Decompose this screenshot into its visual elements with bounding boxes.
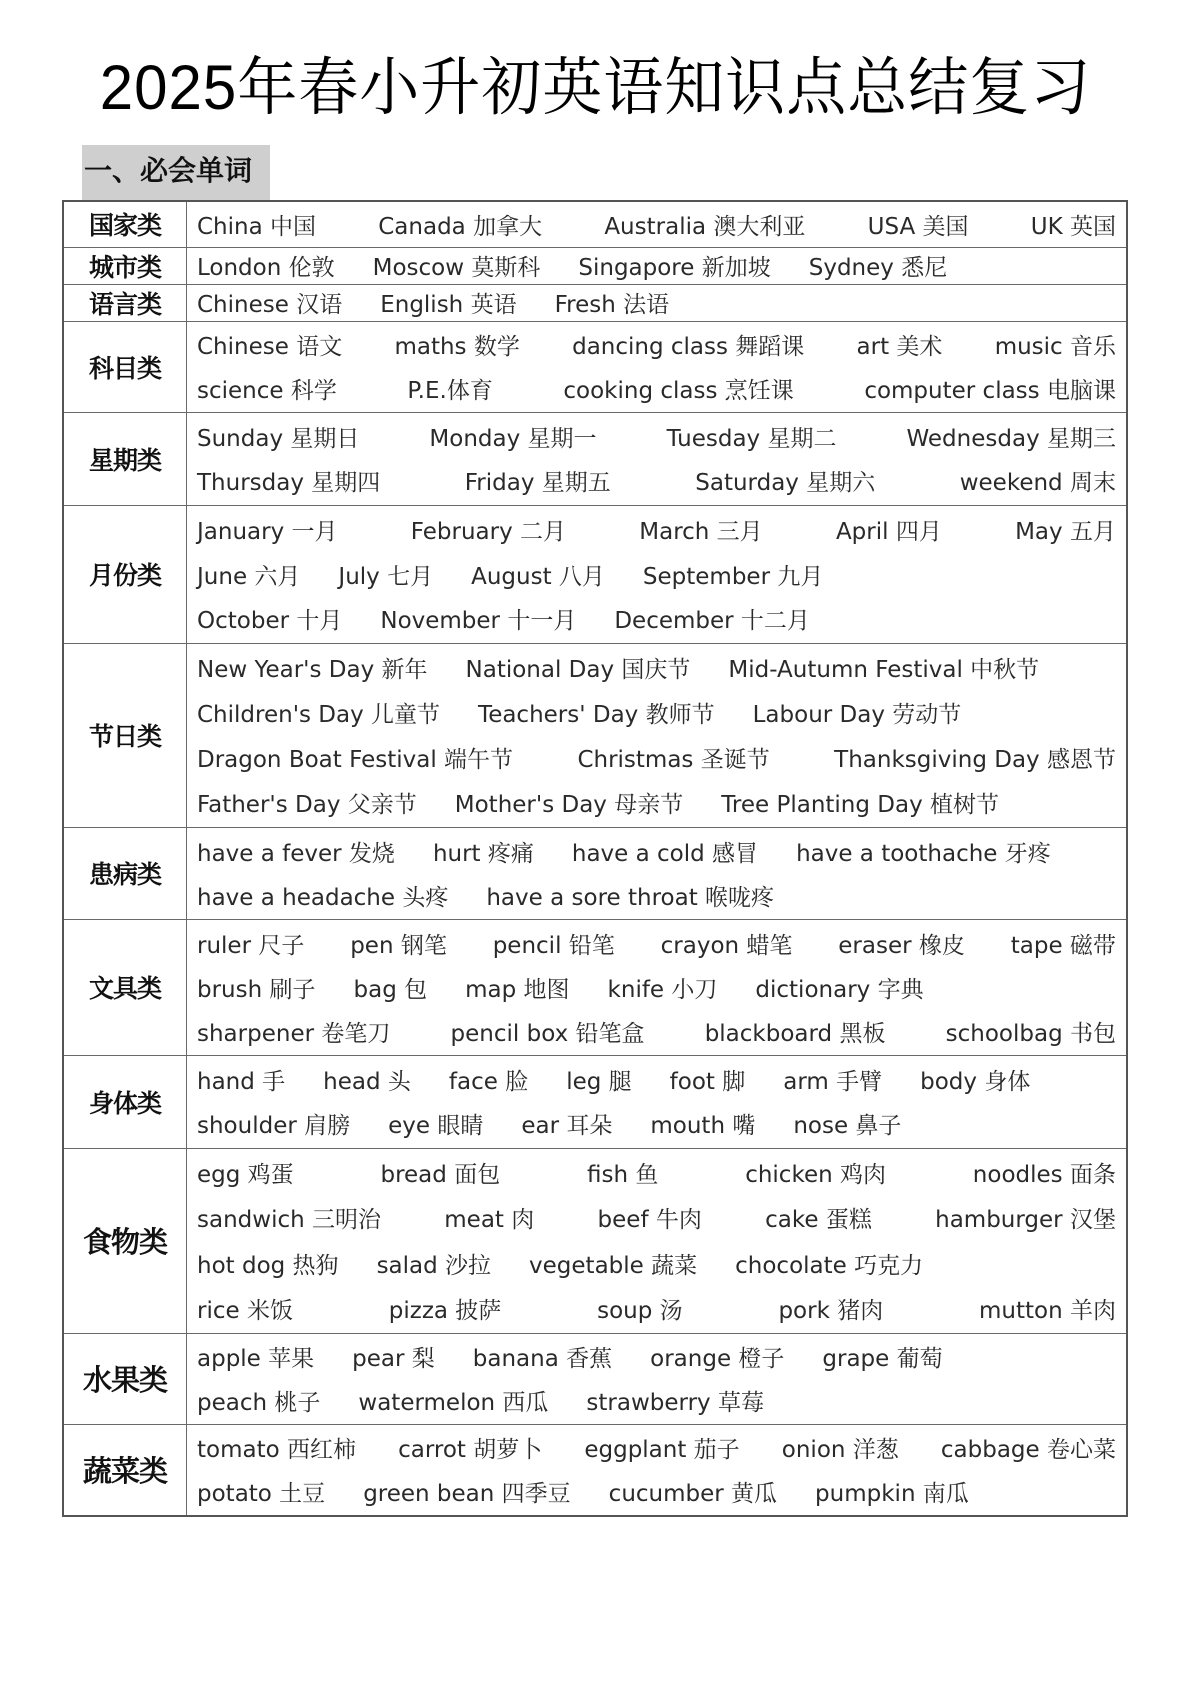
word-line: [197, 1470, 1126, 1514]
section-heading: 一、必会单词: [82, 145, 270, 201]
word-line: [197, 1426, 1126, 1470]
category-label: 水果类: [63, 1333, 187, 1424]
word-line: [197, 1057, 1126, 1102]
word-line: [197, 250, 1126, 281]
vocab-entry: English 英语: [380, 292, 517, 318]
word-line: [197, 1379, 1126, 1423]
vocab-entry: New Year's Day 新年: [197, 657, 428, 683]
word-line: [197, 1286, 1126, 1331]
table-row: [63, 412, 1127, 505]
vocab-entry: have a headache 头疼: [197, 884, 449, 911]
word-line: [197, 1335, 1126, 1379]
vocab-entry: ear 耳朵: [521, 1113, 613, 1140]
vocab-entry: orange 橙子: [650, 1346, 785, 1373]
vocab-entry: Sydney 悉尼: [808, 255, 948, 281]
vocab-entry: brush 刷子: [197, 976, 316, 1003]
page-title: 2025年春小升初英语知识点总结复习: [99, 52, 1092, 123]
vocab-entry: dancing class 舞蹈课: [572, 334, 805, 361]
vocab-entry: Tree Planting Day 植树节: [721, 792, 1000, 818]
vocab-entry: knife 小刀: [607, 976, 718, 1003]
category-label: 科目类: [63, 321, 187, 412]
vocab-entry: pencil 铅笔: [492, 932, 615, 959]
vocab-entry: cucumber 黄瓜: [608, 1481, 778, 1508]
category-label: 城市类: [63, 247, 187, 284]
vocab-entry: National Day 国庆节: [465, 657, 691, 683]
vocab-entry: Thursday 星期四: [197, 470, 381, 497]
vocab-entry: August 八月: [471, 563, 605, 590]
word-line: [197, 596, 1126, 641]
vocab-entry: pear 梨: [352, 1346, 435, 1373]
words-cell: [187, 247, 1128, 284]
vocab-entry: hot dog 热狗: [197, 1252, 339, 1279]
vocab-entry: shoulder 肩膀: [197, 1113, 351, 1140]
vocab-entry: pumpkin 南瓜: [815, 1481, 969, 1508]
vocab-entry: February 二月: [410, 518, 566, 545]
word-line: [197, 780, 1126, 825]
vocab-entry: body 身体: [920, 1068, 1031, 1095]
vocab-entry: April 四月: [835, 518, 942, 545]
vocab-entry: pizza 披萨: [388, 1297, 502, 1324]
category-label: 语言类: [63, 284, 187, 321]
category-label: 食物类: [63, 1148, 187, 1333]
vocab-entry: tomato 西红柿: [197, 1437, 356, 1464]
vocab-entry: Dragon Boat Festival 端午节: [197, 747, 514, 773]
vocab-entry: Singapore 新加坡: [578, 255, 771, 281]
category-label: 患病类: [63, 827, 187, 919]
words-cell: [187, 1333, 1128, 1424]
vocab-entry: Thanksgiving Day 感恩节: [834, 747, 1116, 773]
words-cell: [187, 505, 1128, 643]
vocab-entry: potato 土豆: [197, 1481, 326, 1508]
words-cell: [187, 201, 1128, 247]
category-label: 蔬菜类: [63, 1424, 187, 1516]
word-line: [197, 289, 1126, 317]
table-row: [63, 1424, 1127, 1516]
word-line: [197, 367, 1126, 411]
vocab-entry: hand 手: [197, 1068, 286, 1095]
vocab-entry: sharpener 卷笔刀: [197, 1020, 391, 1047]
word-line: [197, 645, 1126, 690]
vocab-entry: nose 鼻子: [793, 1113, 902, 1140]
vocab-entry: Wednesday 星期三: [906, 425, 1116, 452]
vocab-entry: March 三月: [639, 518, 763, 545]
word-line: [197, 965, 1126, 1009]
vocab-entry: October 十月: [197, 608, 343, 635]
vocab-entry: carrot 胡萝卜: [398, 1437, 543, 1464]
vocab-entry: Christmas 圣诞节: [577, 747, 770, 773]
vocab-entry: January 一月: [197, 518, 338, 545]
vocab-entry: Mother's Day 母亲节: [454, 792, 684, 818]
vocab-entry: USA 美国: [867, 213, 969, 240]
word-line: [197, 921, 1126, 965]
vocab-entry: maths 数学: [394, 334, 520, 361]
vocab-entry: Moscow 莫斯科: [372, 255, 541, 281]
table-row: [63, 919, 1127, 1055]
vocab-entry: weekend 周末: [959, 470, 1116, 497]
word-line: [197, 414, 1126, 459]
vocab-entry: Tuesday 星期二: [666, 425, 837, 452]
vocab-entry: Fresh 法语: [554, 292, 670, 318]
category-label: 国家类: [63, 201, 187, 247]
vocab-entry: Saturday 星期六: [695, 470, 876, 497]
word-line: [197, 459, 1126, 504]
vocab-entry: leg 腿: [566, 1068, 632, 1095]
words-cell: [187, 284, 1128, 321]
vocab-entry: Sunday 星期日: [197, 425, 360, 452]
vocab-entry: Canada 加拿大: [378, 213, 543, 240]
vocab-entry: June 六月: [197, 563, 301, 590]
vocab-entry: banana 香蕉: [472, 1346, 613, 1373]
vocab-entry: Labour Day 劳动节: [752, 702, 962, 728]
word-line: [197, 1150, 1126, 1195]
vocab-entry: have a sore throat 喉咙疼: [486, 884, 775, 911]
vocabulary-table: [62, 200, 1128, 1517]
vocab-entry: London 伦敦: [197, 255, 335, 281]
table-row: [63, 1055, 1127, 1148]
table-row: [63, 505, 1127, 643]
vocab-entry: Teachers' Day 教师节: [478, 702, 715, 728]
word-line: [197, 1195, 1126, 1240]
vocab-entry: onion 洋葱: [781, 1437, 899, 1464]
category-label: 身体类: [63, 1055, 187, 1148]
vocab-entry: grape 葡萄: [822, 1346, 943, 1373]
vocab-entry: Chinese 汉语: [197, 292, 343, 318]
vocab-entry: egg 鸡蛋: [197, 1162, 294, 1189]
vocab-entry: P.E.体育: [407, 377, 493, 404]
vocab-entry: have a toothache 牙疼: [796, 840, 1051, 867]
vocab-entry: November 十一月: [380, 608, 577, 635]
word-line: [197, 507, 1126, 552]
vocab-entry: cake 蛋糕: [765, 1207, 872, 1234]
vocab-entry: hamburger 汉堡: [935, 1207, 1116, 1234]
vocab-entry: blackboard 黑板: [704, 1020, 886, 1047]
word-line: [197, 1241, 1126, 1286]
category-label: 月份类: [63, 505, 187, 643]
vocab-entry: fish 鱼: [587, 1162, 659, 1189]
category-label: 文具类: [63, 919, 187, 1055]
table-row: [63, 201, 1127, 247]
vocab-entry: peach 桃子: [197, 1389, 321, 1416]
vocab-entry: UK 英国: [1030, 213, 1116, 240]
vocab-entry: Children's Day 儿童节: [197, 702, 441, 728]
table-row: [63, 247, 1127, 284]
vocab-entry: Chinese 语文: [197, 334, 343, 361]
vocab-entry: hurt 疼痛: [432, 840, 534, 867]
vocab-entry: watermelon 西瓜: [358, 1389, 549, 1416]
vocab-entry: have a fever 发烧: [197, 840, 395, 867]
vocab-entry: computer class 电脑课: [864, 377, 1116, 404]
word-line: [197, 1009, 1126, 1053]
vocab-entry: music 音乐: [994, 334, 1116, 361]
vocab-entry: arm 手臂: [783, 1068, 883, 1095]
word-line: [197, 829, 1126, 873]
vocab-entry: pork 猪肉: [778, 1297, 884, 1324]
vocab-entry: vegetable 蔬菜: [529, 1252, 698, 1279]
vocab-entry: meat 肉: [444, 1207, 535, 1234]
vocab-entry: Monday 星期一: [429, 425, 597, 452]
vocab-entry: dictionary 字典: [755, 976, 924, 1003]
words-cell: [187, 321, 1128, 412]
vocab-entry: Mid-Autumn Festival 中秋节: [728, 657, 1040, 683]
vocab-entry: eggplant 茄子: [584, 1437, 740, 1464]
words-cell: [187, 643, 1128, 827]
vocab-entry: pen 钢笔: [350, 932, 447, 959]
vocab-entry: cooking class 烹饪课: [563, 377, 794, 404]
vocab-entry: Australia 澳大利亚: [604, 213, 806, 240]
words-cell: [187, 827, 1128, 919]
vocab-entry: cabbage 卷心菜: [940, 1437, 1116, 1464]
vocab-entry: ruler 尺子: [197, 932, 305, 959]
vocab-entry: rice 米饭: [197, 1297, 293, 1324]
table-row: [63, 643, 1127, 827]
vocab-entry: face 脸: [448, 1068, 529, 1095]
vocab-entry: noodles 面条: [972, 1162, 1116, 1189]
vocab-entry: bag 包: [353, 976, 428, 1003]
vocab-entry: tape 磁带: [1010, 932, 1116, 959]
vocab-entry: China 中国: [197, 213, 317, 240]
vocab-entry: science 科学: [197, 377, 337, 404]
vocab-entry: bread 面包: [380, 1162, 501, 1189]
vocab-entry: July 七月: [338, 563, 434, 590]
vocab-entry: Friday 星期五: [464, 470, 611, 497]
vocab-entry: sandwich 三明治: [197, 1207, 381, 1234]
vocab-entry: eraser 橡皮: [838, 932, 965, 959]
word-line: [197, 1102, 1126, 1147]
vocab-entry: eye 眼睛: [388, 1113, 484, 1140]
vocab-entry: map 地图: [465, 976, 570, 1003]
word-line: [197, 203, 1126, 245]
vocab-entry: chicken 鸡肉: [745, 1162, 886, 1189]
word-line: [197, 873, 1126, 917]
vocab-entry: soup 汤: [597, 1297, 683, 1324]
table-row: [63, 1333, 1127, 1424]
vocab-entry: Father's Day 父亲节: [197, 792, 417, 818]
vocab-entry: September 九月: [642, 563, 824, 590]
vocab-entry: crayon 蜡笔: [660, 932, 793, 959]
vocab-entry: schoolbag 书包: [945, 1020, 1116, 1047]
vocab-entry: December 十二月: [614, 608, 810, 635]
vocab-entry: green bean 四季豆: [363, 1481, 571, 1508]
word-line: [197, 323, 1126, 367]
category-label: 节日类: [63, 643, 187, 827]
vocab-entry: mutton 羊肉: [979, 1297, 1116, 1324]
vocab-entry: foot 脚: [669, 1068, 746, 1095]
vocab-entry: mouth 嘴: [650, 1113, 756, 1140]
vocab-entry: beef 牛肉: [597, 1207, 702, 1234]
words-cell: [187, 1055, 1128, 1148]
table-row: [63, 827, 1127, 919]
vocab-entry: have a cold 感冒: [571, 840, 759, 867]
vocab-entry: salad 沙拉: [376, 1252, 492, 1279]
table-row: [63, 321, 1127, 412]
table-row: [63, 1148, 1127, 1333]
word-line: [197, 690, 1126, 735]
words-cell: [187, 919, 1128, 1055]
word-line: [197, 735, 1126, 780]
words-cell: [187, 1148, 1128, 1333]
vocab-entry: pencil box 铅笔盒: [450, 1020, 645, 1047]
vocab-entry: May 五月: [1015, 518, 1116, 545]
vocab-entry: strawberry 草莓: [586, 1389, 764, 1416]
vocab-entry: art 美术: [856, 334, 943, 361]
vocab-entry: apple 苹果: [197, 1346, 315, 1373]
table-row: [63, 284, 1127, 321]
vocab-entry: head 头: [323, 1068, 411, 1095]
words-cell: [187, 1424, 1128, 1516]
category-label: 星期类: [63, 412, 187, 505]
vocab-entry: chocolate 巧克力: [735, 1252, 924, 1279]
words-cell: [187, 412, 1128, 505]
word-line: [197, 552, 1126, 597]
